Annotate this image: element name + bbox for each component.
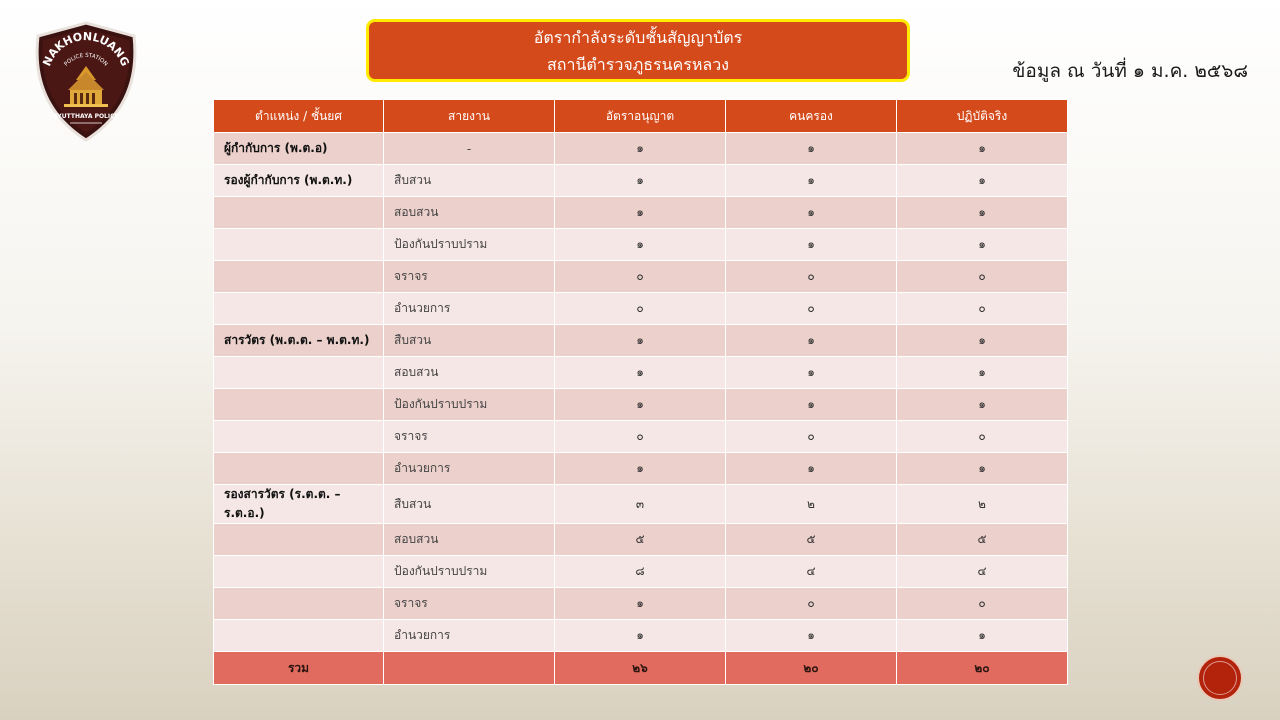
cell-allowed: ๑ (555, 588, 726, 620)
table-total-row (214, 652, 1068, 685)
cell-department: จราจร (384, 261, 555, 293)
cell-occupied: ๒ (726, 485, 897, 524)
cell-actual: ๑ (897, 133, 1068, 165)
table-row (214, 293, 1068, 325)
cell-allowed: ๕ (555, 524, 726, 556)
table-row (214, 229, 1068, 261)
cell-occupied: ๑ (726, 133, 897, 165)
cell-department: ป้องกันปราบปราม (384, 556, 555, 588)
cell-actual: ๒ (897, 485, 1068, 524)
cell-position: รองสารวัตร (ร.ต.ต. – ร.ต.อ.) (214, 485, 384, 524)
table-row (214, 389, 1068, 421)
total-occupied: ๒๐ (726, 652, 897, 685)
table-row (214, 325, 1068, 357)
cell-actual: ๐ (897, 293, 1068, 325)
cell-allowed: ๑ (555, 165, 726, 197)
cell-position (214, 453, 384, 485)
slide-nav-button[interactable] (1197, 655, 1243, 701)
header-actual: ปฏิบัติจริง (897, 100, 1068, 133)
table-row (214, 524, 1068, 556)
cell-department: สอบสวน (384, 197, 555, 229)
cell-position (214, 197, 384, 229)
cell-position (214, 588, 384, 620)
table-row (214, 197, 1068, 229)
table-row (214, 485, 1068, 524)
cell-occupied: ๐ (726, 421, 897, 453)
cell-position (214, 421, 384, 453)
table-row (214, 261, 1068, 293)
cell-actual: ๔ (897, 556, 1068, 588)
cell-allowed: ๑ (555, 357, 726, 389)
cell-department: สอบสวน (384, 524, 555, 556)
total-actual: ๒๐ (897, 652, 1068, 685)
slide-title-box (366, 19, 910, 82)
cell-allowed: ๑ (555, 453, 726, 485)
cell-department: ป้องกันปราบปราม (384, 389, 555, 421)
cell-department: สืบสวน (384, 165, 555, 197)
police-shield-icon (30, 20, 142, 144)
circle-nav-button-icon (1203, 661, 1237, 695)
cell-actual: ๐ (897, 421, 1068, 453)
slide-title-line2: สถานีตำรวจภูธรนครหลวง (547, 54, 729, 74)
cell-occupied: ๑ (726, 325, 897, 357)
cell-actual: ๑ (897, 453, 1068, 485)
table-row (214, 421, 1068, 453)
cell-occupied: ๑ (726, 389, 897, 421)
table-row (214, 133, 1068, 165)
cell-allowed: ๑ (555, 229, 726, 261)
cell-department: อำนวยการ (384, 293, 555, 325)
table-header-row (214, 100, 1068, 133)
cell-department: จราจร (384, 588, 555, 620)
table-row (214, 588, 1068, 620)
header-allowed: อัตราอนุญาต (555, 100, 726, 133)
cell-position (214, 620, 384, 652)
cell-allowed: ๓ (555, 485, 726, 524)
cell-allowed: ๑ (555, 197, 726, 229)
header-position: ตำแหน่ง / ชั้นยศ (214, 100, 384, 133)
table-row (214, 165, 1068, 197)
staffing-table (213, 99, 1068, 685)
cell-occupied: ๑ (726, 165, 897, 197)
total-department (384, 652, 555, 685)
logo-middle-text: POLICE STATION (63, 52, 109, 68)
header-department: สายงาน (384, 100, 555, 133)
cell-occupied: ๔ (726, 556, 897, 588)
cell-actual: ๑ (897, 620, 1068, 652)
cell-position (214, 357, 384, 389)
table-row (214, 357, 1068, 389)
table-row (214, 556, 1068, 588)
cell-actual: ๑ (897, 229, 1068, 261)
cell-department: อำนวยการ (384, 453, 555, 485)
cell-allowed: ๐ (555, 261, 726, 293)
cell-allowed: ๑ (555, 133, 726, 165)
cell-allowed: ๐ (555, 421, 726, 453)
cell-allowed: ๑ (555, 620, 726, 652)
cell-position (214, 293, 384, 325)
cell-department: สืบสวน (384, 485, 555, 524)
total-allowed: ๒๖ (555, 652, 726, 685)
cell-actual: ๑ (897, 165, 1068, 197)
cell-allowed: ๐ (555, 293, 726, 325)
table-row (214, 620, 1068, 652)
cell-allowed: ๑ (555, 389, 726, 421)
cell-actual: ๑ (897, 325, 1068, 357)
cell-department: จราจร (384, 421, 555, 453)
cell-occupied: ๕ (726, 524, 897, 556)
data-date-label: ข้อมูล ณ วันที่ ๑ ม.ค. ๒๕๖๘ (1012, 60, 1248, 82)
cell-position: รองผู้กำกับการ (พ.ต.ท.) (214, 165, 384, 197)
cell-position: ผู้กำกับการ (พ.ต.อ) (214, 133, 384, 165)
cell-department: สืบสวน (384, 325, 555, 357)
cell-occupied: ๐ (726, 261, 897, 293)
cell-position (214, 261, 384, 293)
cell-occupied: ๑ (726, 197, 897, 229)
cell-occupied: ๐ (726, 588, 897, 620)
logo-top-text: NAKHONLUANG (40, 30, 132, 69)
cell-department: ป้องกันปราบปราม (384, 229, 555, 261)
cell-department: อำนวยการ (384, 620, 555, 652)
cell-allowed: ๘ (555, 556, 726, 588)
cell-occupied: ๑ (726, 620, 897, 652)
cell-occupied: ๑ (726, 357, 897, 389)
cell-actual: ๐ (897, 588, 1068, 620)
cell-position (214, 229, 384, 261)
cell-actual: ๐ (897, 261, 1068, 293)
cell-actual: ๑ (897, 357, 1068, 389)
cell-position (214, 524, 384, 556)
cell-actual: ๑ (897, 389, 1068, 421)
logo-bottom-text: AYUTTHAYA POLICE (53, 113, 119, 120)
cell-allowed: ๑ (555, 325, 726, 357)
total-label: รวม (214, 652, 384, 685)
cell-department: สอบสวน (384, 357, 555, 389)
header-occupied: คนครอง (726, 100, 897, 133)
cell-position (214, 556, 384, 588)
cell-occupied: ๑ (726, 229, 897, 261)
cell-department: - (384, 133, 555, 165)
cell-position: สารวัตร (พ.ต.ต. – พ.ต.ท.) (214, 325, 384, 357)
cell-actual: ๕ (897, 524, 1068, 556)
cell-position (214, 389, 384, 421)
police-shield-logo (30, 20, 142, 144)
table-row (214, 453, 1068, 485)
cell-occupied: ๑ (726, 453, 897, 485)
cell-occupied: ๐ (726, 293, 897, 325)
slide-title-line1: อัตรากำลังระดับชั้นสัญญาบัตร (533, 27, 743, 47)
cell-actual: ๑ (897, 197, 1068, 229)
